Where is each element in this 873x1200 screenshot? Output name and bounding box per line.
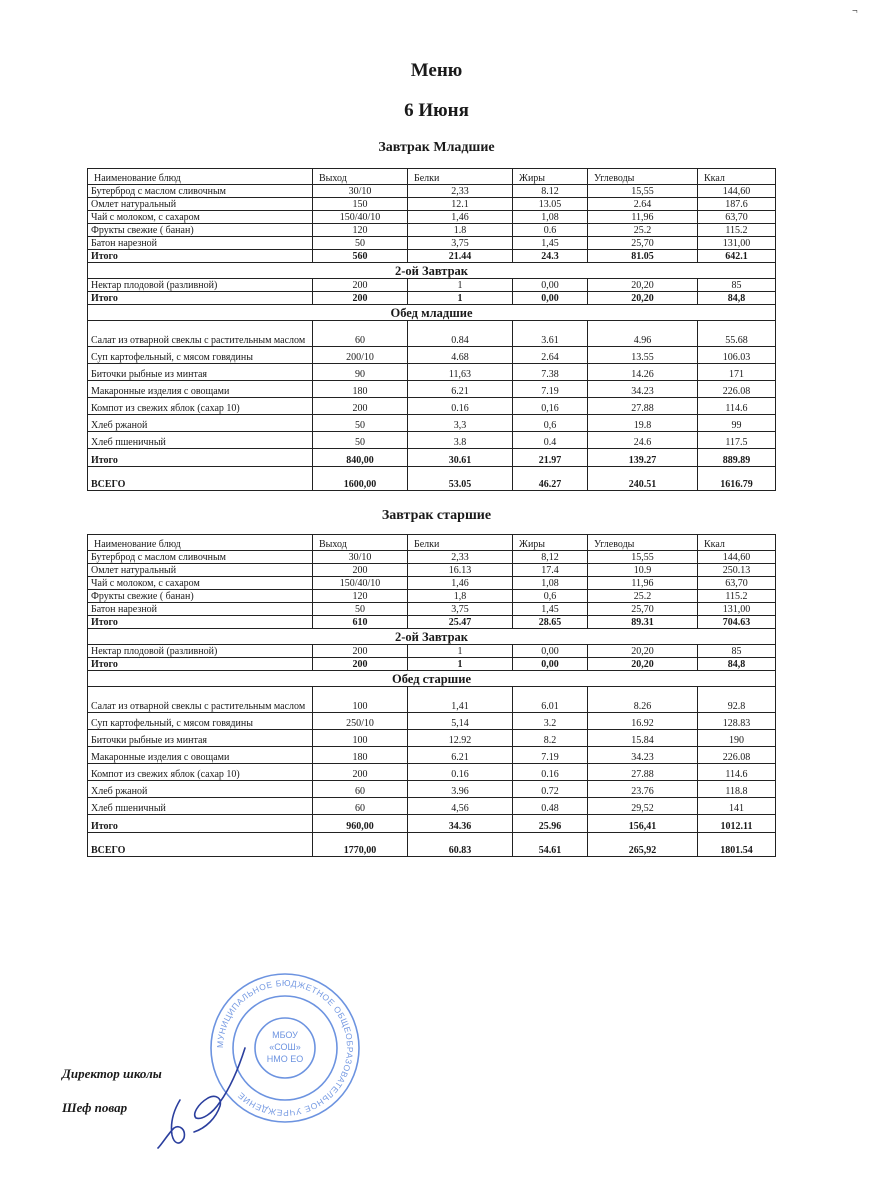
- cell-value: 200: [313, 658, 408, 671]
- cell-value: 0,00: [513, 645, 588, 658]
- cell-value: 55.68: [698, 321, 776, 347]
- cell-value: 3,75: [408, 237, 513, 250]
- cell-name: Нектар плодовой (разливной): [88, 645, 313, 658]
- cell-value: 60: [313, 321, 408, 347]
- cell-name: Итого: [88, 292, 313, 305]
- cell-value: 114.6: [698, 398, 776, 415]
- table-row: [88, 730, 776, 747]
- cell-name: Итого: [88, 616, 313, 629]
- cell-value: 0.72: [513, 781, 588, 798]
- cell-value: 19.8: [588, 415, 698, 432]
- chef-signature-label: Шеф повар: [62, 1100, 128, 1115]
- cell-name: Хлеб пшеничный: [88, 798, 313, 815]
- cell-value: 0,16: [513, 398, 588, 415]
- cell-value: 5,14: [408, 713, 513, 730]
- total-row: [88, 616, 776, 629]
- cell-value: 1,8: [408, 590, 513, 603]
- cell-name: Наименование блюд: [88, 169, 313, 185]
- document-title: Меню: [410, 60, 463, 81]
- cell-value: 53.05: [408, 467, 513, 491]
- cell-value: 190: [698, 730, 776, 747]
- cell-value: 11,63: [408, 364, 513, 381]
- subsection-title: 2-ой Завтрак: [88, 629, 776, 645]
- table-header-row: [88, 535, 776, 551]
- cell-name: Итого: [88, 250, 313, 263]
- cell-value: 60: [313, 798, 408, 815]
- cell-value: 0.84: [408, 321, 513, 347]
- cell-value: 3.96: [408, 781, 513, 798]
- cell-name: Омлет натуральный: [88, 564, 313, 577]
- section-title-old: Завтрак старшие: [381, 508, 492, 523]
- cell-value: 0.16: [513, 764, 588, 781]
- cell-value: 15.84: [588, 730, 698, 747]
- cell-value: 0,00: [513, 658, 588, 671]
- cell-value: 46.27: [513, 467, 588, 491]
- cell-name: Биточки рыбные из минтая: [88, 364, 313, 381]
- cell-name: Итого: [88, 449, 313, 467]
- cell-value: 118.8: [698, 781, 776, 798]
- table-row: [88, 432, 776, 449]
- cell-value: 2,33: [408, 185, 513, 198]
- cell-value: Белки: [408, 535, 513, 551]
- cell-value: 139.27: [588, 449, 698, 467]
- cell-value: 50: [313, 237, 408, 250]
- cell-value: 2.64: [588, 198, 698, 211]
- cell-name: Хлеб пшеничный: [88, 432, 313, 449]
- subsection-row: [88, 629, 776, 645]
- cell-name: Салат из отварной свеклы с растительным маслом: [88, 687, 313, 713]
- cell-value: Углеводы: [588, 169, 698, 185]
- cell-value: 25.47: [408, 616, 513, 629]
- cell-value: 187.6: [698, 198, 776, 211]
- cell-value: 200/10: [313, 347, 408, 364]
- subsection-row: [88, 263, 776, 279]
- cell-value: 200: [313, 398, 408, 415]
- menu-table-old: [87, 534, 776, 857]
- cell-value: 50: [313, 432, 408, 449]
- cell-value: 2,33: [408, 551, 513, 564]
- cell-value: 1,08: [513, 211, 588, 224]
- cell-value: 840,00: [313, 449, 408, 467]
- cell-value: 7.38: [513, 364, 588, 381]
- cell-value: 63,70: [698, 211, 776, 224]
- cell-value: 14.26: [588, 364, 698, 381]
- cell-value: 1,46: [408, 211, 513, 224]
- cell-value: 25.2: [588, 224, 698, 237]
- cell-value: 25.2: [588, 590, 698, 603]
- cell-value: 265,92: [588, 833, 698, 857]
- cell-value: 240.51: [588, 467, 698, 491]
- cell-value: 4.96: [588, 321, 698, 347]
- cell-value: 1: [408, 292, 513, 305]
- total-row: [88, 292, 776, 305]
- cell-value: 200: [313, 564, 408, 577]
- cell-name: Макаронные изделия с овощами: [88, 747, 313, 764]
- table-row: [88, 224, 776, 237]
- cell-value: 171: [698, 364, 776, 381]
- table-row: [88, 398, 776, 415]
- table-row: [88, 764, 776, 781]
- stamp-line: «СОШ»: [269, 1042, 301, 1052]
- cell-value: 250/10: [313, 713, 408, 730]
- cell-value: 200: [313, 645, 408, 658]
- cell-value: Ккал: [698, 535, 776, 551]
- cell-value: 200: [313, 279, 408, 292]
- cell-value: 115.2: [698, 224, 776, 237]
- cell-value: 4,56: [408, 798, 513, 815]
- cell-value: 7.19: [513, 381, 588, 398]
- cell-value: 84,8: [698, 658, 776, 671]
- cell-value: 642.1: [698, 250, 776, 263]
- cell-value: Белки: [408, 169, 513, 185]
- cell-value: 23.76: [588, 781, 698, 798]
- table-row: [88, 237, 776, 250]
- cell-value: 115.2: [698, 590, 776, 603]
- cell-name: ВСЕГО: [88, 467, 313, 491]
- cell-value: 17.4: [513, 564, 588, 577]
- stamp-line: МБОУ: [272, 1030, 298, 1040]
- table-row: [88, 415, 776, 432]
- cell-value: 20,20: [588, 645, 698, 658]
- total-row: [88, 449, 776, 467]
- cell-value: 144,60: [698, 551, 776, 564]
- cell-name: Фрукты свежие ( банан): [88, 224, 313, 237]
- cell-value: 3.8: [408, 432, 513, 449]
- cell-value: 200: [313, 764, 408, 781]
- table-row: [88, 551, 776, 564]
- cell-value: 100: [313, 687, 408, 713]
- cell-value: 3.2: [513, 713, 588, 730]
- cell-value: 0.16: [408, 764, 513, 781]
- cell-value: 0,00: [513, 279, 588, 292]
- cell-name: Омлет натуральный: [88, 198, 313, 211]
- cell-value: 8.2: [513, 730, 588, 747]
- table-row: [88, 364, 776, 381]
- cell-value: 0.4: [513, 432, 588, 449]
- menu-table-young: [87, 168, 776, 491]
- subsection-title: 2-ой Завтрак: [88, 263, 776, 279]
- table-row: [88, 279, 776, 292]
- cell-value: 8.12: [513, 185, 588, 198]
- total-row: [88, 815, 776, 833]
- cell-value: 226.08: [698, 381, 776, 398]
- cell-value: 250.13: [698, 564, 776, 577]
- cell-value: 15,55: [588, 551, 698, 564]
- cell-value: 0.6: [513, 224, 588, 237]
- cell-value: 89.31: [588, 616, 698, 629]
- cell-value: 16.92: [588, 713, 698, 730]
- director-signature-label: Директор школы: [62, 1066, 162, 1081]
- cell-name: Чай с молоком, с сахаром: [88, 577, 313, 590]
- cell-value: 30/10: [313, 551, 408, 564]
- cell-value: 117.5: [698, 432, 776, 449]
- subsection-title: Обед младшие: [88, 305, 776, 321]
- table-row: [88, 603, 776, 616]
- cell-value: 3,3: [408, 415, 513, 432]
- cell-value: 226.08: [698, 747, 776, 764]
- cell-value: 11,96: [588, 577, 698, 590]
- table-row: [88, 590, 776, 603]
- cell-name: Биточки рыбные из минтая: [88, 730, 313, 747]
- cell-value: 20,20: [588, 292, 698, 305]
- table-row: [88, 687, 776, 713]
- cell-value: 1,41: [408, 687, 513, 713]
- cell-name: Фрукты свежие ( банан): [88, 590, 313, 603]
- cell-value: 1770,00: [313, 833, 408, 857]
- cell-value: Ккал: [698, 169, 776, 185]
- cell-value: 1: [408, 645, 513, 658]
- cell-value: 7.19: [513, 747, 588, 764]
- total-row: [88, 250, 776, 263]
- table-row: [88, 347, 776, 364]
- cell-value: 6.21: [408, 747, 513, 764]
- cell-value: 60.83: [408, 833, 513, 857]
- cell-value: 0,6: [513, 590, 588, 603]
- cell-value: 50: [313, 603, 408, 616]
- cell-value: 25,70: [588, 237, 698, 250]
- cell-value: 54.61: [513, 833, 588, 857]
- grand-total-row: [88, 833, 776, 857]
- stamp-line: НМО ЕО: [266, 1054, 304, 1064]
- cell-value: 50: [313, 415, 408, 432]
- table-row: [88, 211, 776, 224]
- cell-value: 120: [313, 590, 408, 603]
- cell-value: 63,70: [698, 577, 776, 590]
- cell-value: 100: [313, 730, 408, 747]
- cell-value: 25,70: [588, 603, 698, 616]
- cell-value: 27.88: [588, 764, 698, 781]
- cell-name: Батон нарезной: [88, 603, 313, 616]
- cell-value: 60: [313, 781, 408, 798]
- subsection-title: Обед старшие: [88, 671, 776, 687]
- cell-value: 141: [698, 798, 776, 815]
- cell-value: 20,20: [588, 658, 698, 671]
- cell-value: 25.96: [513, 815, 588, 833]
- cell-value: 34.36: [408, 815, 513, 833]
- cell-value: 11,96: [588, 211, 698, 224]
- cell-value: 180: [313, 381, 408, 398]
- table-header-row: [88, 169, 776, 185]
- table-row: [88, 577, 776, 590]
- table-row: [88, 185, 776, 198]
- cell-value: 6.01: [513, 687, 588, 713]
- table-row: [88, 781, 776, 798]
- document-date: 6 Июня: [404, 100, 469, 121]
- cell-value: 21.97: [513, 449, 588, 467]
- corner-mark: ¬: [852, 6, 858, 17]
- cell-name: Бутерброд с маслом сливочным: [88, 185, 313, 198]
- cell-value: 131,00: [698, 237, 776, 250]
- cell-name: Нектар плодовой (разливной): [88, 279, 313, 292]
- cell-value: 128.83: [698, 713, 776, 730]
- cell-value: 114.6: [698, 764, 776, 781]
- cell-value: 1,45: [513, 237, 588, 250]
- cell-value: 16.13: [408, 564, 513, 577]
- cell-value: Жиры: [513, 169, 588, 185]
- cell-value: 2.64: [513, 347, 588, 364]
- cell-value: 12.92: [408, 730, 513, 747]
- cell-value: 8,12: [513, 551, 588, 564]
- cell-name: Суп картофельный, с мясом говядины: [88, 713, 313, 730]
- table-row: [88, 321, 776, 347]
- cell-value: 85: [698, 279, 776, 292]
- table-row: [88, 713, 776, 730]
- cell-value: 34.23: [588, 747, 698, 764]
- cell-value: 560: [313, 250, 408, 263]
- cell-value: 131,00: [698, 603, 776, 616]
- cell-value: 1,45: [513, 603, 588, 616]
- cell-name: Чай с молоком, с сахаром: [88, 211, 313, 224]
- cell-value: 4.68: [408, 347, 513, 364]
- cell-name: Бутерброд с маслом сливочным: [88, 551, 313, 564]
- cell-value: 20,20: [588, 279, 698, 292]
- cell-value: 0,00: [513, 292, 588, 305]
- cell-value: Выход: [313, 535, 408, 551]
- cell-value: 0.48: [513, 798, 588, 815]
- cell-value: 24.6: [588, 432, 698, 449]
- cell-value: 150: [313, 198, 408, 211]
- cell-value: 1,08: [513, 577, 588, 590]
- total-row: [88, 658, 776, 671]
- cell-value: 1.8: [408, 224, 513, 237]
- cell-value: Углеводы: [588, 535, 698, 551]
- cell-value: 1616.79: [698, 467, 776, 491]
- cell-value: 120: [313, 224, 408, 237]
- cell-value: 29,52: [588, 798, 698, 815]
- cell-value: 90: [313, 364, 408, 381]
- cell-value: 12.1: [408, 198, 513, 211]
- cell-value: Жиры: [513, 535, 588, 551]
- cell-value: 30/10: [313, 185, 408, 198]
- cell-value: 889.89: [698, 449, 776, 467]
- cell-name: ВСЕГО: [88, 833, 313, 857]
- table-row: [88, 645, 776, 658]
- cell-value: 99: [698, 415, 776, 432]
- cell-value: 85: [698, 645, 776, 658]
- cell-name: Итого: [88, 658, 313, 671]
- cell-name: Макаронные изделия с овощами: [88, 381, 313, 398]
- cell-value: 1600,00: [313, 467, 408, 491]
- cell-value: 0,6: [513, 415, 588, 432]
- cell-value: 10.9: [588, 564, 698, 577]
- subsection-row: [88, 671, 776, 687]
- cell-value: 81.05: [588, 250, 698, 263]
- cell-value: 144,60: [698, 185, 776, 198]
- cell-value: 8.26: [588, 687, 698, 713]
- cell-value: 150/40/10: [313, 577, 408, 590]
- cell-value: 3,75: [408, 603, 513, 616]
- table-row: [88, 198, 776, 211]
- cell-name: Салат из отварной свеклы с растительным маслом: [88, 321, 313, 347]
- cell-value: 3.61: [513, 321, 588, 347]
- grand-total-row: [88, 467, 776, 491]
- cell-value: 34.23: [588, 381, 698, 398]
- cell-name: Суп картофельный, с мясом говядины: [88, 347, 313, 364]
- cell-value: 24.3: [513, 250, 588, 263]
- cell-value: 1801.54: [698, 833, 776, 857]
- cell-value: 1,46: [408, 577, 513, 590]
- cell-name: Компот из свежих яблок (сахар 10): [88, 764, 313, 781]
- cell-value: 30.61: [408, 449, 513, 467]
- cell-value: 704.63: [698, 616, 776, 629]
- cell-value: 156,41: [588, 815, 698, 833]
- cell-value: 13.05: [513, 198, 588, 211]
- cell-value: Выход: [313, 169, 408, 185]
- cell-value: 1012.11: [698, 815, 776, 833]
- subsection-row: [88, 305, 776, 321]
- cell-value: 6.21: [408, 381, 513, 398]
- cell-value: 27.88: [588, 398, 698, 415]
- cell-name: Хлеб ржаной: [88, 781, 313, 798]
- cell-name: Компот из свежих яблок (сахар 10): [88, 398, 313, 415]
- cell-value: 1: [408, 658, 513, 671]
- cell-name: Итого: [88, 815, 313, 833]
- cell-value: 84,8: [698, 292, 776, 305]
- cell-value: 13.55: [588, 347, 698, 364]
- cell-value: 150/40/10: [313, 211, 408, 224]
- svg-text:МУНИЦИПАЛЬНОЕ БЮДЖЕТНОЕ ОБЩЕОБ: МУНИЦИПАЛЬНОЕ БЮДЖЕТНОЕ ОБЩЕОБРАЗОВАТЕЛЬНОЕ УЧРЕЖДЕНИЕ: [214, 977, 356, 1119]
- signature-scribble: [150, 1040, 260, 1150]
- cell-value: 0.16: [408, 398, 513, 415]
- cell-value: 960,00: [313, 815, 408, 833]
- table-row: [88, 747, 776, 764]
- cell-value: 106.03: [698, 347, 776, 364]
- cell-value: 200: [313, 292, 408, 305]
- cell-name: Хлеб ржаной: [88, 415, 313, 432]
- table-row: [88, 381, 776, 398]
- cell-value: 1: [408, 279, 513, 292]
- cell-value: 21.44: [408, 250, 513, 263]
- cell-value: 92.8: [698, 687, 776, 713]
- section-title-young: Завтрак Младшие: [378, 140, 495, 155]
- table-row: [88, 798, 776, 815]
- table-row: [88, 564, 776, 577]
- cell-value: 610: [313, 616, 408, 629]
- cell-value: 15,55: [588, 185, 698, 198]
- cell-value: 180: [313, 747, 408, 764]
- cell-name: Батон нарезной: [88, 237, 313, 250]
- cell-value: 28.65: [513, 616, 588, 629]
- cell-name: Наименование блюд: [88, 535, 313, 551]
